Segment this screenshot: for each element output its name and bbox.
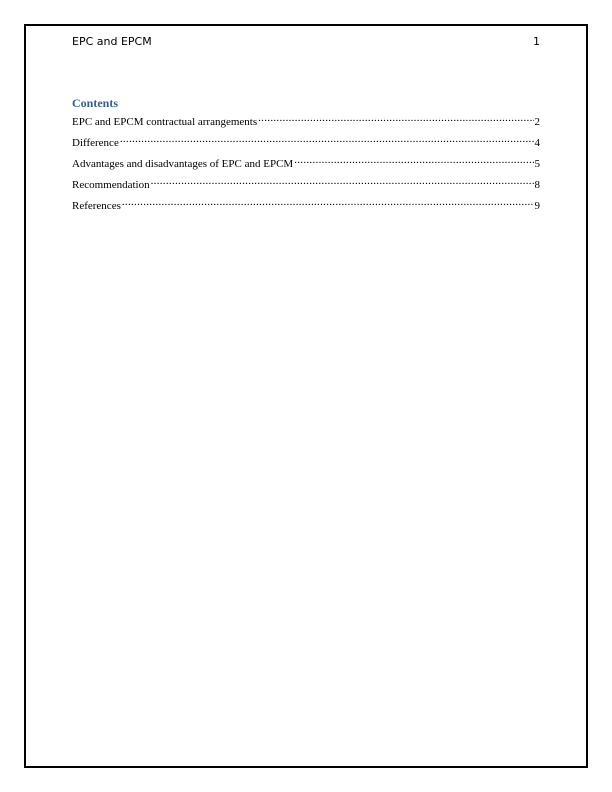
toc-entry-epc-epcm-arrangements[interactable] bbox=[72, 111, 540, 132]
toc-entry-label: References bbox=[72, 200, 121, 212]
toc-entry-label: EPC and EPCM contractual arrangements bbox=[72, 116, 258, 128]
toc-heading: Contents bbox=[72, 96, 119, 110]
toc-entry-page: 5 bbox=[534, 158, 540, 170]
toc-entry-advantages-disadvantages[interactable] bbox=[72, 153, 540, 174]
toc-entry-page: 8 bbox=[534, 179, 540, 191]
toc-entry-recommendation[interactable] bbox=[72, 174, 540, 195]
toc-entry-page: 9 bbox=[534, 200, 540, 212]
page-number: 1 bbox=[533, 35, 540, 48]
toc-entry-label: Advantages and disadvantages of EPC and EPCM bbox=[72, 158, 294, 170]
toc-dot-leader bbox=[122, 195, 534, 209]
table-of-contents bbox=[72, 96, 540, 216]
toc-dot-leader bbox=[294, 153, 533, 167]
running-header-title: EPC and EPCM bbox=[72, 35, 152, 48]
toc-entry-references[interactable] bbox=[72, 195, 540, 216]
toc-dot-leader bbox=[258, 111, 533, 125]
toc-entry-page: 2 bbox=[534, 116, 540, 128]
toc-entry-page: 4 bbox=[534, 137, 540, 149]
toc-dot-leader bbox=[120, 132, 534, 146]
toc-entry-label: Difference bbox=[72, 137, 119, 149]
toc-entry-label: Recommendation bbox=[72, 179, 150, 191]
toc-dot-leader bbox=[151, 174, 534, 188]
toc-entry-difference[interactable] bbox=[72, 132, 540, 153]
